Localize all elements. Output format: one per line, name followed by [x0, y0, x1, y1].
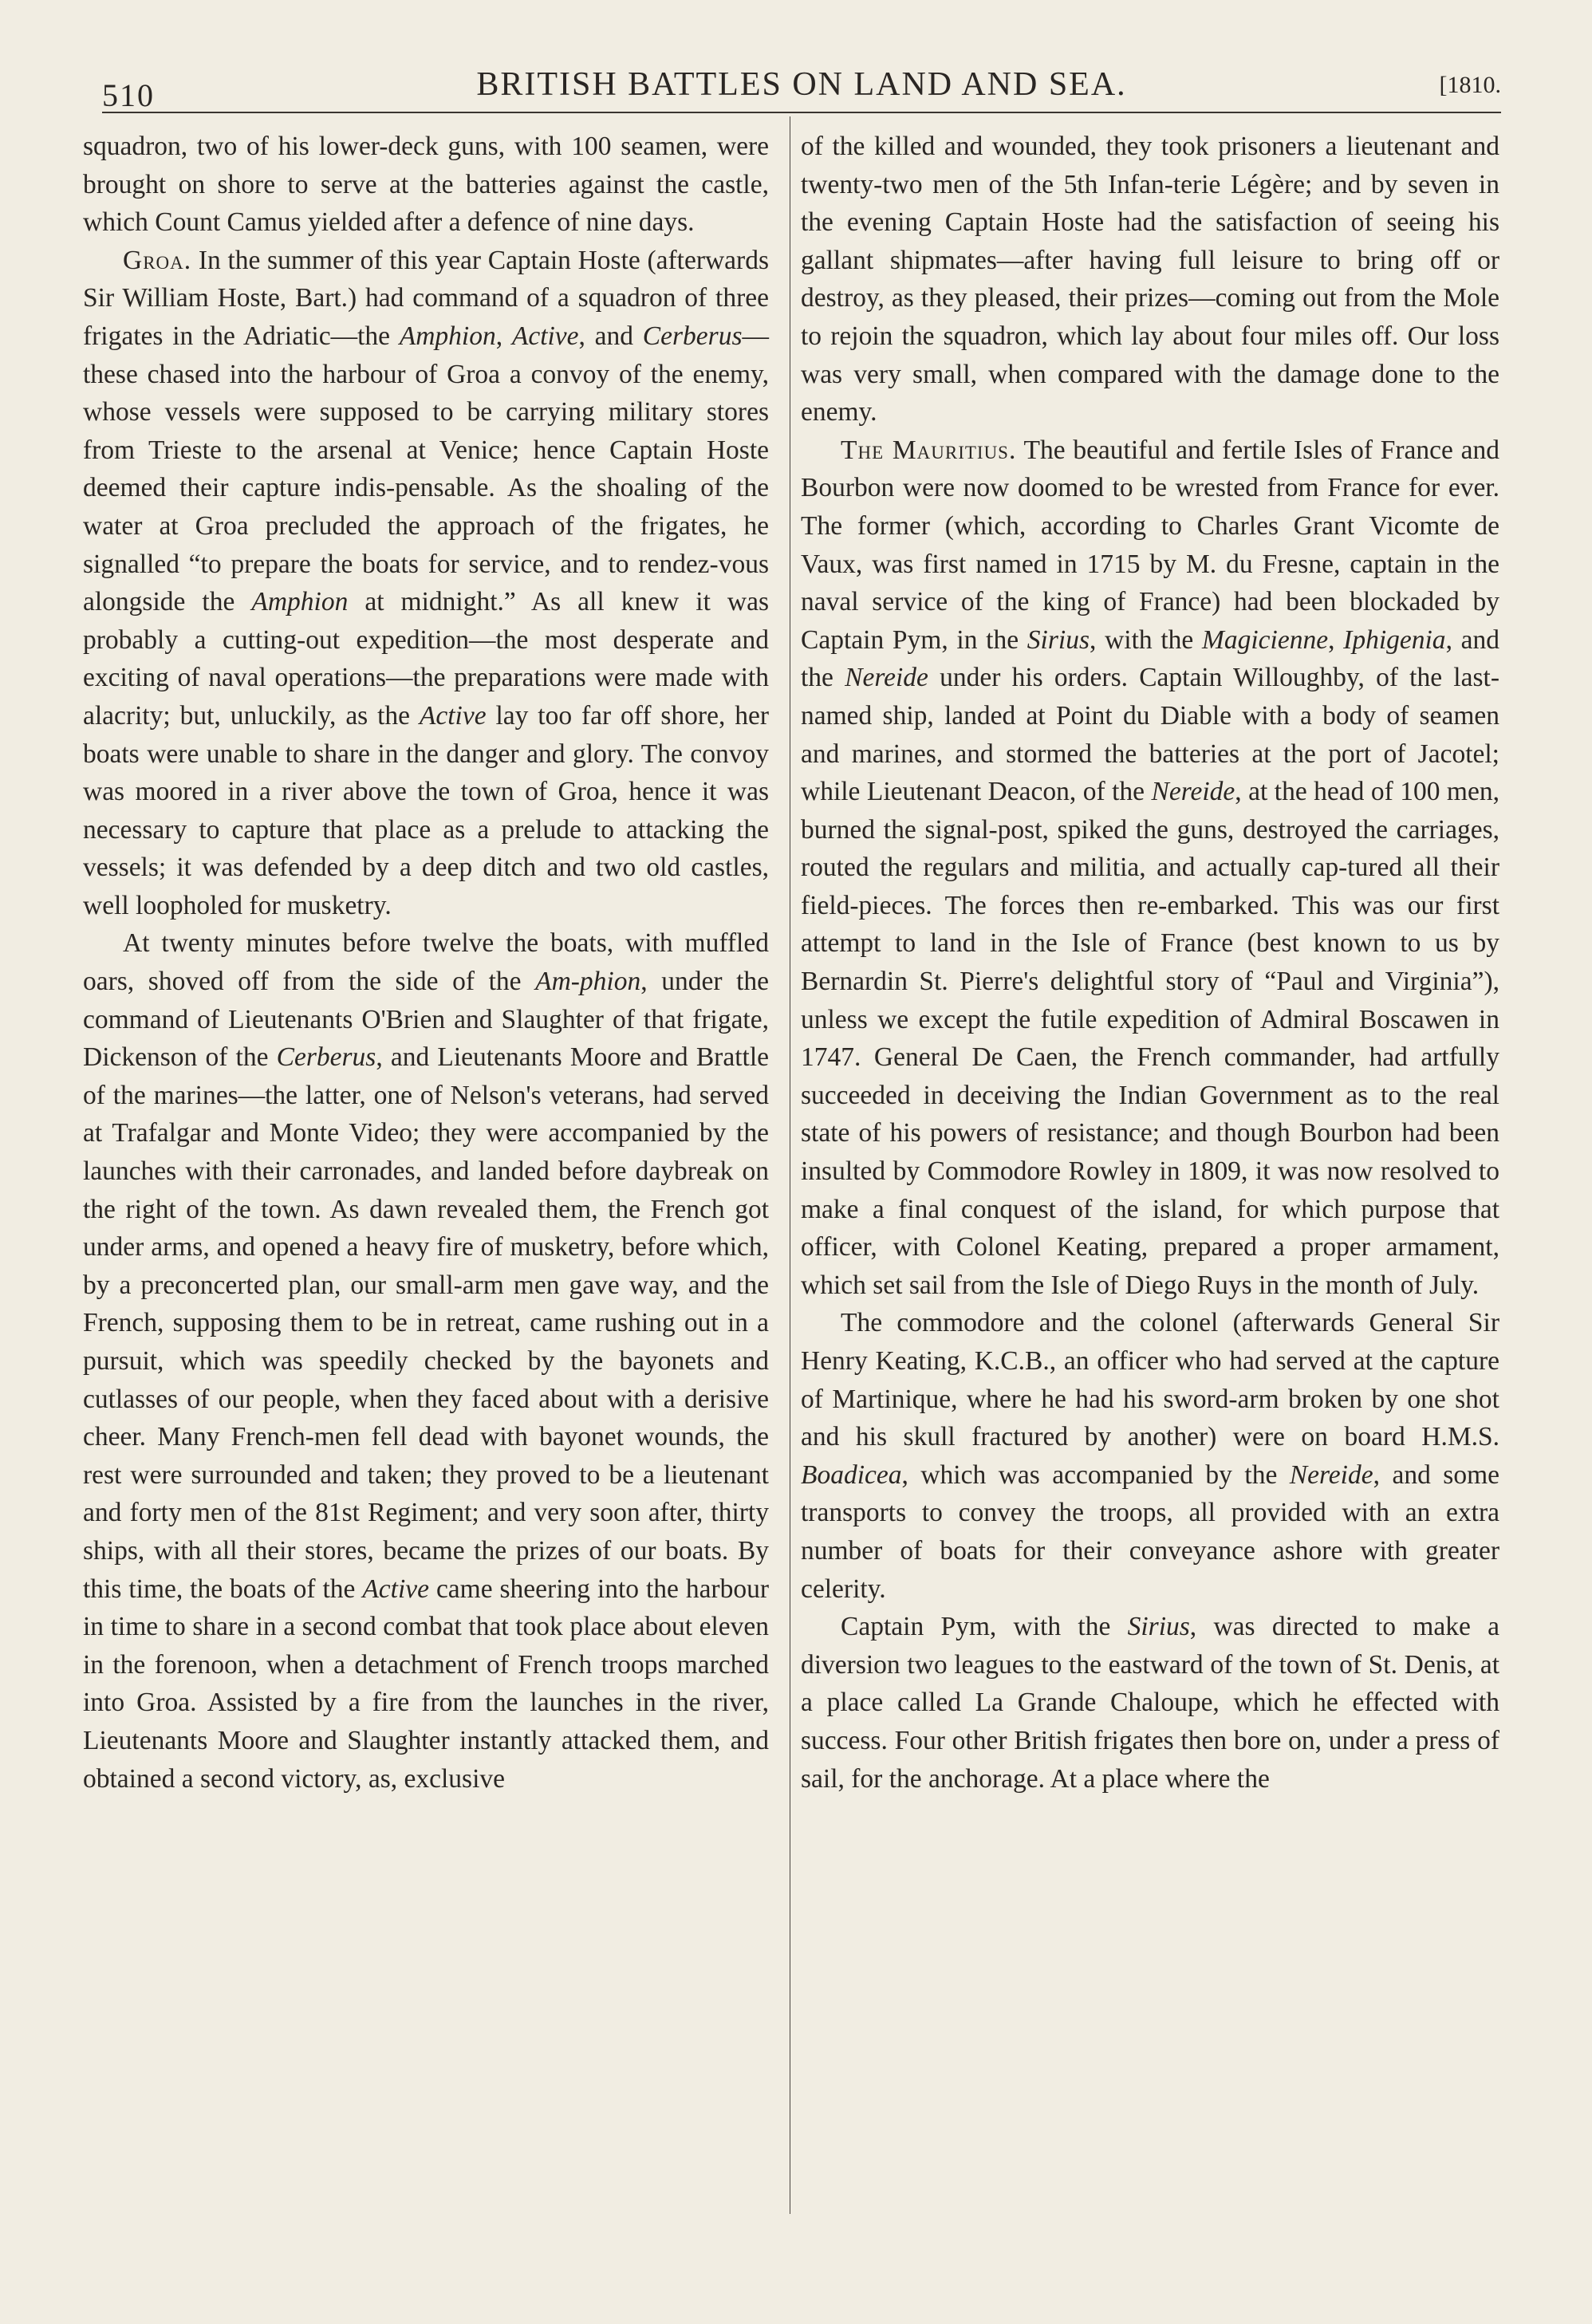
page-number: 510	[102, 77, 155, 113]
left-column	[83, 128, 769, 1798]
running-title: BRITISH BATTLES ON LAND AND SEA.	[476, 66, 1127, 103]
section-heading-mauritius: The Mauritius.	[841, 435, 1017, 465]
left-paragraph-groa: Groa. In the summer of this year Captain Hoste (afterwards Sir William Hoste, Bart.) had command of a squadron of three frigates in the Adriatic—the Amphion, Active, and Cerberus—these chased into the harbour of Groa a convoy of the enemy, whose vessels were supposed to be carrying military stores from Trieste to the arsenal at Venice; hence Captain Hoste deemed their capture indis-pensable. As the shoaling of the water at Groa precluded the approach of the frigates, he signalled “to prepare the boats for service, and to rendez-vous alongside the Amphion at midnight.” As all knew it was probably a cutting-out expedition—the most desperate and exciting of naval operations—the preparations were made with alacrity; but, unluckily, as the Active lay too far off shore, her boats were unable to share in the danger and glory. The convoy was moored in a river above the town of Groa, hence it was necessary to capture that place as a prelude to attacking the vessels; it was defended by a deep ditch and two old castles, well loopholed for musketry.	[83, 245, 769, 920]
right-paragraph-mauritius: The Mauritius. The beautiful and fertile Isles of France and Bourbon were now doomed to be wrested from France for ever. The former (which, according to Charles Grant Vicomte de Vaux, was first named in 1715 by M. du Fresne, captain in the naval service of the king of France) had been blockaded by Captain Pym, in the Sirius, with the Magicienne, Iphigenia, and the Nereide under his orders. Captain Willoughby, of the last-named ship, landed at Point du Diable with a body of seamen and marines, and stormed the batteries at the port of Jacotel; while Lieutenant Deacon, of the Nereide, at the head of 100 men, burned the signal-post, spiked the guns, destroyed the carriages, routed the regulars and militia, and actually cap-tured all their field-pieces. The forces then re-embarked. This was our first attempt to land in the Isle of France (best known to us by Bernardin St. Pierre's delightful story of “Paul and Virginia”), unless we except the futile expedition of Admiral Boscawen in 1747. General De Caen, the French commander, had artfully succeeded in deceiving the Indian Government as to the real state of his powers of resistance; and though Bourbon had been insulted by Commodore Rowley in 1809, it was now resolved to make a final conquest of the island, for which purpose that officer, with Colonel Keating, prepared a proper armament, which set sail from the Isle of Diego Ruys in the month of July.	[801, 435, 1500, 1300]
header-rule	[102, 112, 1501, 113]
page-header	[102, 62, 1501, 113]
right-paragraph-3: The commodore and the colonel (afterwards General Sir Henry Keating, K.C.B., an officer who had served at the capture of Martinique, where he had his sword-arm broken by one shot and his skull fractured by another) were on board H.M.S. Boadicea, which was accompanied by the Nereide, and some transports to convey the troops, all provided with an extra number of boats for their conveyance ashore with greater celerity.	[801, 1308, 1499, 1604]
running-year: [1810.	[1439, 72, 1501, 98]
section-heading-groa: Groa.	[123, 245, 192, 275]
left-paragraph-3: At twenty minutes before twelve the boats, with muffled oars, shoved off from the side of the Am-phion, under the command of Lieutenants O'Brien and Slaughter of that frigate, Dickenson of the Cerberus, and Lieutenants Moore and Brattle of the marines—the latter, one of Nelson's veterans, had served at Trafalgar and Monte Video; they were accompanied by the launches with their carronades, and landed before daybreak on the right of the town. As dawn revealed them, the French got under arms, and opened a heavy fire of musketry, before which, by a preconcerted plan, our small-arm men gave way, and the French, supposing them to be in retreat, came rushing out in a pursuit, which was speedily checked by the bayonets and cutlasses of our people, when they faced about with a derisive cheer. Many French-men fell dead with bayonet wounds, the rest were surrounded and taken; they proved to be a lieutenant and forty men of the 81st Regiment; and very soon after, thirty ships, with all their stores, became the prizes of our boats. By this time, the boats of the Active came sheering into the harbour in time to share in a second combat that took place about eleven in the forenoon, when a detachment of French troops marched into Groa. Assisted by a fire from the launches in the river, Lieutenants Moore and Slaughter instantly attacked them, and obtained a second victory, as, exclusive	[83, 928, 770, 1794]
right-paragraph-1: of the killed and wounded, they took prisoners a lieutenant and twenty-two men of the 5th Infan-terie Légère; and by seven in the evening Captain Hoste had the satisfaction of seeing his gallant shipmates—after having full leisure to bring off or destroy, as they pleased, their prizes—coming out from the Mole to rejoin the squadron, which lay about four miles off. Our loss was very small, when compared with the damage done to the enemy.	[801, 132, 1499, 427]
right-column	[801, 128, 1499, 1798]
left-paragraph-1: squadron, two of his lower-deck guns, with 100 seamen, were brought on shore to serve at the batteries against the castle, which Count Camus yielded after a defence of nine days.	[83, 132, 769, 238]
right-paragraph-4: Captain Pym, with the Sirius, was directed to make a diversion two leagues to the eastward of the town of St. Denis, at a place called La Grande Chaloupe, which he effected with success. Four other British frigates then bore on, under a press of sail, for the anchorage. At a place where the	[801, 1612, 1499, 1794]
